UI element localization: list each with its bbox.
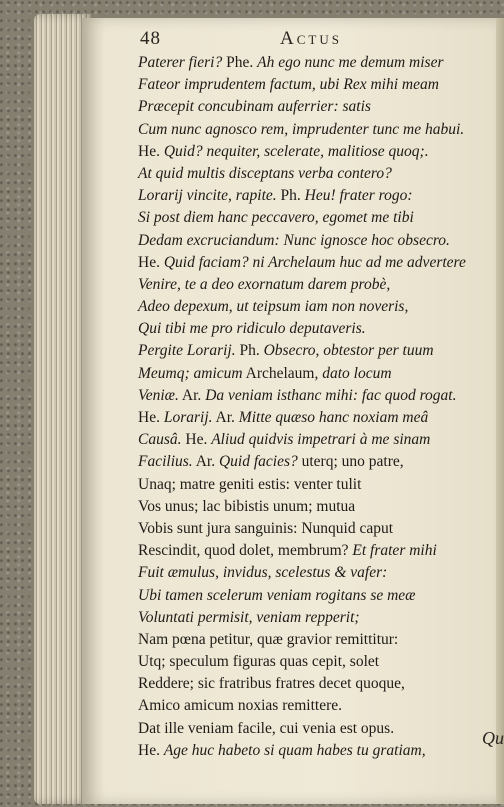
text-line xyxy=(138,429,496,451)
text-segment: Quid? nequiter, scelerate, malitiose quoq;. xyxy=(163,142,429,160)
text-segment: At quid multis disceptans verba contero? xyxy=(138,164,392,182)
text-line xyxy=(138,607,496,629)
text-segment: Causâ. xyxy=(138,431,182,449)
text-segment: Utq; speculum figuras quas cepit, solet xyxy=(138,653,380,671)
text-line xyxy=(138,185,496,207)
text-segment: Aliud quidvis impetrari à me sinam xyxy=(211,431,431,449)
text-segment: Vobis sunt jura sanguinis: Nunquid caput xyxy=(138,519,394,537)
text-segment: Pergite Lorarij. xyxy=(138,342,236,360)
text-segment: Vos unus; lac bibistis unum; mutua xyxy=(138,497,356,515)
text-segment: Reddere; sic fratribus fratres decet quoque, xyxy=(138,675,405,693)
text-segment: Unaq; matre geniti estis: venter tulit xyxy=(138,475,362,493)
text-segment: Præcepit concubinam auferrier: satis xyxy=(138,98,371,116)
text-segment: Ar. xyxy=(192,453,219,471)
text-segment: He. xyxy=(138,253,164,271)
text-segment: He. xyxy=(138,142,164,160)
text-line xyxy=(138,474,496,496)
text-line xyxy=(138,141,496,163)
book-page xyxy=(82,18,496,804)
text-line xyxy=(138,407,496,429)
text-segment: Venire, te a deo exornatum darem probè, xyxy=(138,275,391,293)
text-segment: Nam pœna petitur, quæ gravior remittitur: xyxy=(138,630,399,648)
text-segment: Phe. xyxy=(222,54,258,71)
text-segment: Fuit æmulus, invidus, scelestus & vafer: xyxy=(138,564,388,582)
text-line xyxy=(138,163,496,185)
text-line xyxy=(138,207,496,229)
text-line xyxy=(138,230,496,252)
text-line xyxy=(138,451,496,473)
text-segment: Ar. xyxy=(178,386,206,404)
text-block xyxy=(138,52,496,762)
facing-page-edge xyxy=(496,18,504,804)
text-line xyxy=(138,385,496,407)
text-line xyxy=(138,651,496,673)
text-segment: Age huc habeto si quam habes tu gratiam, xyxy=(163,741,426,759)
text-segment: Obsecro, obtestor per tuum xyxy=(263,342,434,360)
page-number: 48 xyxy=(140,28,161,49)
catchword: Qu xyxy=(482,728,504,748)
text-segment: Lorarij. xyxy=(163,409,213,426)
text-line xyxy=(138,629,496,651)
text-line xyxy=(138,695,496,717)
text-segment: uterq; uno patre, xyxy=(297,453,404,471)
text-segment: huc ad me advertere xyxy=(335,253,466,271)
text-segment: Fateor imprudentem factum, ubi Rex mihi meam xyxy=(138,76,439,94)
text-line xyxy=(138,96,496,118)
text-segment: Ubi tamen scelerum veniam rogitans se meæ xyxy=(138,586,416,604)
text-segment: Quid facies? xyxy=(218,453,298,471)
text-segment: Voluntati permisit, veniam repperit; xyxy=(138,608,360,626)
text-line xyxy=(138,119,496,141)
text-segment: Paterer fieri? xyxy=(138,54,223,71)
text-segment: Mitte quæso hanc noxiam meâ xyxy=(238,409,429,426)
running-title: Actus xyxy=(280,28,342,49)
text-line xyxy=(138,585,496,607)
text-line xyxy=(138,318,496,340)
text-line xyxy=(138,562,496,584)
text-segment: Ph. xyxy=(276,187,305,205)
text-segment: Heu! frater rogo: xyxy=(304,187,413,205)
text-line xyxy=(138,496,496,518)
text-segment: Ar. xyxy=(212,409,239,426)
text-line xyxy=(138,52,496,74)
text-segment: He. xyxy=(138,741,164,759)
text-line xyxy=(138,274,496,296)
text-segment: Meumq; amicum xyxy=(138,364,243,382)
text-segment: Amico amicum noxias remittere. xyxy=(138,697,343,715)
text-segment: He. xyxy=(138,409,164,426)
text-segment: Dat ille veniam facile, cui venia est opus. xyxy=(138,719,395,737)
text-segment: Da veniam isthanc mihi: fac quod rogat. xyxy=(205,386,457,404)
text-segment: Quid faciam? ni Archelaum xyxy=(163,253,336,271)
text-segment: Veniæ. xyxy=(138,386,179,404)
text-line xyxy=(138,540,496,562)
text-segment: Facilius. xyxy=(138,453,193,471)
text-segment: He. xyxy=(181,431,212,449)
text-line xyxy=(138,518,496,540)
text-line xyxy=(138,296,496,318)
text-line xyxy=(138,363,496,385)
text-line xyxy=(138,340,496,362)
text-segment: Qui tibi me pro ridiculo deputaveris. xyxy=(138,320,366,338)
text-segment: Rescindit, quod dolet, membrum? xyxy=(138,542,349,560)
page-header xyxy=(140,28,440,52)
text-segment: Et frater mihi xyxy=(348,542,437,560)
text-segment: Cum nunc agnosco rem, imprudenter tunc me habui. xyxy=(138,120,465,138)
text-segment: Ah ego nunc me demum miser xyxy=(257,54,444,71)
text-line xyxy=(138,252,496,274)
text-line xyxy=(138,718,496,740)
text-segment: Lorarij vincite, rapite. xyxy=(138,187,277,205)
text-line xyxy=(138,673,496,695)
text-segment: Dedam excruciandum: Nunc ignosce hoc obsecro. xyxy=(138,231,450,249)
text-segment: Si post diem hanc peccavero, egomet me tibi xyxy=(138,209,414,227)
text-line xyxy=(138,740,496,762)
text-segment: Adeo depexum, ut teipsum iam non noveris, xyxy=(138,298,409,316)
text-segment: Archelaum, xyxy=(242,364,323,382)
text-segment: dato locum xyxy=(322,364,392,382)
text-line xyxy=(138,74,496,96)
text-segment: Ph. xyxy=(235,342,264,360)
